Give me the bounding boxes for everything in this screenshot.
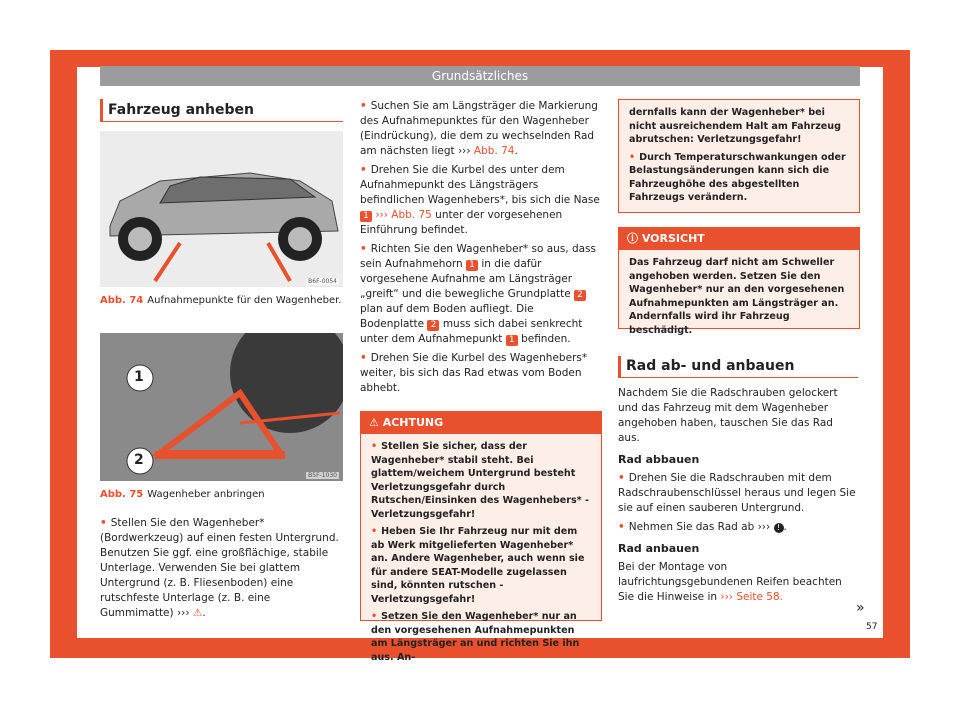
info-icon: ⓘ xyxy=(627,232,642,245)
title-accent xyxy=(100,99,103,121)
warning-body: • Stellen Sie sicher, dass der Wagenheber* stabil steht. Bei glattem/weichem Untergrund besteht Verletzungsgefahr durch Rutschen/Einsinken des Wagenhebers* - Verletzungsgefahr! • Heben Sie Ihr Fahrzeug nur mit dem ab Werk mitgelieferten Wagenheber* an. Andere Wagenheber, auch wenn sie für andere SEAT-Modelle zugelassen sind, könnten rutschen - Verletzungsgefahr! • Setzen Sie den Wagenheber* nur an den vorgesehenen Aufnahmepunkten am Längsträger an und richten Sie ihn aus. An- xyxy=(371,441,590,663)
warning-title: ACHTUNG xyxy=(382,416,444,429)
column-3-text: Nachdem Sie die Radschrauben gelockert und das Fahrzeug mit dem Wagenheber angehoben haben, tauschen Sie das Rad aus. Rad abbauen • Drehen Sie die Radschrauben mit dem Radschraubenschlüssel heraus und legen Sie sie auf einen sauberen Untergrund. • Nehmen Sie das Rad ab ››› ! . Rad anbauen Bei der Montage von laufrichtungsgebundenen Reifen beachten Sie die Hinweise in ››› Seite 58. xyxy=(618,386,858,609)
warning-box xyxy=(360,411,602,663)
step-text: Nehmen Sie das Rad ab ››› xyxy=(628,521,771,533)
subheading: Rad anbauen xyxy=(618,542,700,555)
figure-caption xyxy=(100,489,343,501)
body-text: Bei der Montage von laufrichtungsgebundenen Reifen beachten Sie die Hinweise in xyxy=(618,561,842,603)
step-text: unter der vorgesehenen Einführung befindet. xyxy=(360,209,563,236)
chapter-header: Grundsätzliches xyxy=(100,66,860,86)
warning-body: dernfalls kann der Wagenheber* bei nicht ausreichendem Halt am Fahrzeug abrutschen: Verletzungsgefahr! • Durch Temperaturschwankungen oder Belastungsänderungen kann sich die Fahrzeughöhe des abgestellten Fahrzeugs verändern. xyxy=(629,107,846,203)
warning-icon: ⚠ xyxy=(192,607,203,619)
subheading: Rad abbauen xyxy=(618,453,700,466)
warning-item: Durch Temperaturschwankungen oder Belastungsänderungen kann sich die Fahrzeughöhe des abgestellten Fahrzeugs verändern. xyxy=(629,151,846,203)
column-1-text: • Stellen Sie den Wagenheber* (Bordwerkzeug) auf einen festen Untergrund. Benutzen Sie ggf. eine großflächige, stabile Unterlage. Verwenden Sie bei glattem Untergrund (z. B. Fliesenboden) eine rutschfeste Unterlage (z. B. eine Gummimatte) ››› ⚠. xyxy=(100,517,339,619)
warning-item: dernfalls kann der Wagenheber* bei nicht ausreichendem Halt am Fahrzeug abrutschen: Verletzungsgefahr! xyxy=(629,107,842,145)
step-text: Stellen Sie den Wagenheber* (Bordwerkzeug) auf einen festen Untergrund. Benutzen Sie ggf. eine großflächige, stabile Unterlage. Verwenden Sie bei glattem Untergrund (z. B. Fliesenboden) eine rutschfeste Unterlage (z. B. eine Gummimatte) ››› xyxy=(100,517,339,619)
warning-item: Stellen Sie sicher, dass der Wagenheber* stabil steht. Bei glattem/weichem Untergrund besteht Verletzungsgefahr durch Rutschen/Einsinken des Wagenhebers* - Verletzungsgefahr! xyxy=(371,441,590,520)
page-reference[interactable]: ››› Seite 58. xyxy=(720,591,783,603)
section-title: Rad ab- und anbauen xyxy=(626,358,795,374)
step-text: plan auf dem Boden aufliegt. Die Bodenplatte xyxy=(360,303,534,330)
warning-item: Heben Sie Ihr Fahrzeug nur mit dem ab Werk mitgelieferten Wagenheber* an. Andere Wagenheber, auch wenn sie für andere SEAT-Modelle zugelassen sind, könnten rutschen - Verletzungsgefahr! xyxy=(371,526,585,605)
figure-label: Abb. 75 xyxy=(100,489,144,500)
figure-code: B6F-0054 xyxy=(308,278,337,285)
figure-reference[interactable]: Abb. 74 xyxy=(473,145,515,157)
step-text: befinden. xyxy=(521,333,571,345)
caution-box xyxy=(618,227,860,336)
title-rule xyxy=(618,377,858,378)
continue-marker: » xyxy=(856,600,865,616)
warning-item: Setzen Sie den Wagenheber* nur an den vorgesehenen Aufnahmepunkten am Längsträger an und richten Sie ihn aus. An- xyxy=(371,611,580,663)
caption-text: Aufnahmepunkte für den Wagenheber. xyxy=(147,295,342,306)
caution-body xyxy=(619,250,859,347)
number-marker: 1 xyxy=(506,335,518,346)
step-text: Drehen Sie die Kurbel des Wagenhebers* weiter, bis sich das Rad etwas vom Boden abhebt. xyxy=(360,352,588,394)
caption-text: Wagenheber anbringen xyxy=(147,489,265,500)
number-marker: 2 xyxy=(427,320,439,331)
number-marker: 1 xyxy=(466,260,478,271)
figure-car-lift-points xyxy=(100,131,343,287)
step-text: muss sich dabei senkrecht unter dem Aufnahmepunkt xyxy=(360,318,583,345)
page-number: 57 xyxy=(866,622,878,632)
column-2-text: • Suchen Sie am Längsträger die Markierung des Aufnahmepunktes für den Wagenheber (Eindrückung), die dem zu wechselnden Rad am nächsten liegt ››› Abb. 74. • Drehen Sie die Kurbel des unter dem Aufnahmepunkt des Längsträgers befindlichen Wagenhebers*, bis sich die Nase 1 ››› Abb. 75 unter der vorgesehenen Einführung befindet. • Richten Sie den Wagenheber* so aus, dass sein Aufnahmehorn 1 in die dafür vorgesehene Aufnahme am Längsträger „greift“ und die bewegliche Grundplatte 2 plan auf dem Boden aufliegt. Die Bodenplatte 2 muss sich dabei senkrecht unter dem Aufnahmepunkt 1 befinden. • Drehen Sie die Kurbel des Wagenhebers* weiter, bis sich das Rad etwas vom Boden abhebt. xyxy=(360,100,600,394)
warning-icon: ⚠ xyxy=(369,416,383,429)
title-accent xyxy=(618,356,621,378)
callout-1: 1 xyxy=(134,369,144,385)
caution-title: VORSICHT xyxy=(641,232,705,245)
caution-header xyxy=(619,228,859,250)
number-marker: 1 xyxy=(360,211,372,222)
number-marker: 2 xyxy=(574,290,586,301)
title-rule xyxy=(100,121,343,122)
step-text: in die dafür vorgesehene Aufnahme am Längsträger „greift“ und die bewegliche Grundplatte xyxy=(360,258,573,300)
callout-2: 2 xyxy=(134,452,144,468)
step-text: Drehen Sie die Radschrauben mit dem Radschraubenschlüssel heraus und legen Sie sie auf einen sauberen Untergrund. xyxy=(618,472,856,514)
figure-reference[interactable]: ››› Abb. 75 xyxy=(375,209,432,221)
exclamation-icon: ! xyxy=(774,523,784,533)
figure-caption xyxy=(100,295,343,307)
step-text: Richten Sie den Wagenheber* so aus, dass sein Aufnahmehorn xyxy=(360,243,597,270)
figure-code: B5F-1030 xyxy=(308,472,337,479)
caution-text: Das Fahrzeug darf nicht am Schweller angehoben werden. Setzen Sie den Wagenheber* nur an den vorgesehenen Aufnahmepunkten am Längsträger an. Andernfalls wird ihr Fahrzeug beschädigt. xyxy=(629,257,845,336)
intro-text: Nachdem Sie die Radschrauben gelockert und das Fahrzeug mit dem Wagenheber angehoben haben, tauschen Sie das Rad aus. xyxy=(618,387,838,444)
figure-label: Abb. 74 xyxy=(100,295,144,306)
step-text: Suchen Sie am Längsträger die Markierung des Aufnahmepunktes für den Wagenheber (Eindrückung), die dem zu wechselnden Rad am nächsten liegt ››› xyxy=(360,100,598,157)
car-illustration xyxy=(100,131,343,287)
warning-continued-box xyxy=(618,99,860,213)
step-text: Drehen Sie die Kurbel des unter dem Aufnahmepunkt des Längsträgers befindlichen Wagenhebers*, bis sich die Nase xyxy=(360,164,600,206)
figure-jack xyxy=(100,333,343,481)
section-title: Fahrzeug anheben xyxy=(108,102,254,118)
warning-header xyxy=(361,412,601,434)
